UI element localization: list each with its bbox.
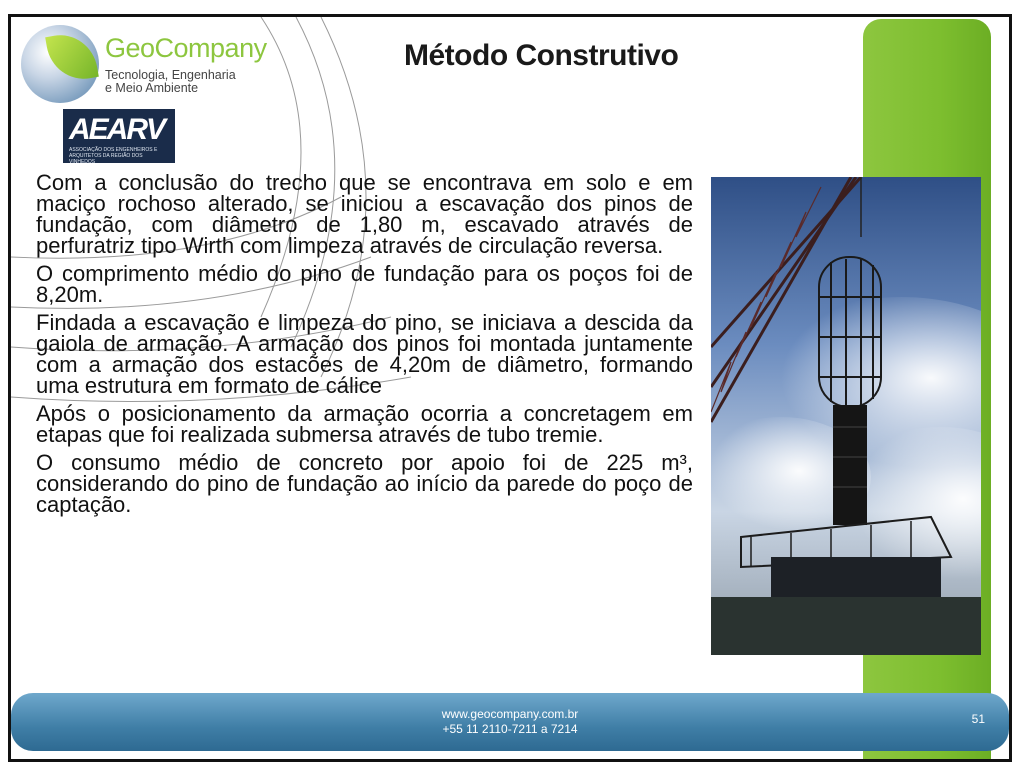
construction-photo <box>711 177 981 655</box>
footer-band <box>11 693 1009 751</box>
slide-body <box>36 172 693 522</box>
aearv-subtitle: ASSOCIAÇÃO DOS ENGENHEIROS E ARQUITETOS DA REGIÃO DOS VINHEDOS <box>69 147 158 165</box>
paragraph: O consumo médio de concreto por apoio foi de 225 m³, considerando do pino de fundação ao início da parede do poço de captação. <box>36 450 693 517</box>
slide-title: Método Construtivo <box>404 39 679 72</box>
tagline-line2: e Meio Ambiente <box>105 81 199 95</box>
slide <box>8 14 1012 762</box>
brand-tagline <box>105 69 236 95</box>
tagline-line1: Tecnologia, Engenharia <box>105 68 236 82</box>
page-number: 51 <box>971 712 985 726</box>
geocompany-logo <box>21 25 267 111</box>
footer-website[interactable]: www.geocompany.com.br <box>441 707 579 721</box>
paragraph: Findada a escavação e limpeza do pino, se iniciava a descida da gaiola de armação. A armação dos pinos foi montada juntamente com a armação dos estacões de 4,20m de diâmetro, formando uma estrutura em formato de cálice <box>36 310 693 398</box>
aearv-name: AEARV <box>69 113 165 146</box>
brand-name: GeoCompany <box>105 33 267 63</box>
paragraph: O comprimento médio do pino de fundação para os poços foi de 8,20m. <box>36 261 693 307</box>
paragraph: Com a conclusão do trecho que se encontrava em solo e em maciço rochoso alterado, se iniciou a escavação dos pinos de fundação, com diâmetro de 1,80 m, escavado através de perfuratriz tipo Wirth com limpeza através de circulação reversa. <box>36 170 693 258</box>
footer-phone: +55 11 2110-7211 a 7214 <box>442 722 578 736</box>
aearv-logo <box>63 109 175 163</box>
paragraph: Após o posicionamento da armação ocorria a concretagem em etapas que foi realizada submersa através de tubo tremie. <box>36 401 693 447</box>
footer-contact <box>11 707 1009 737</box>
